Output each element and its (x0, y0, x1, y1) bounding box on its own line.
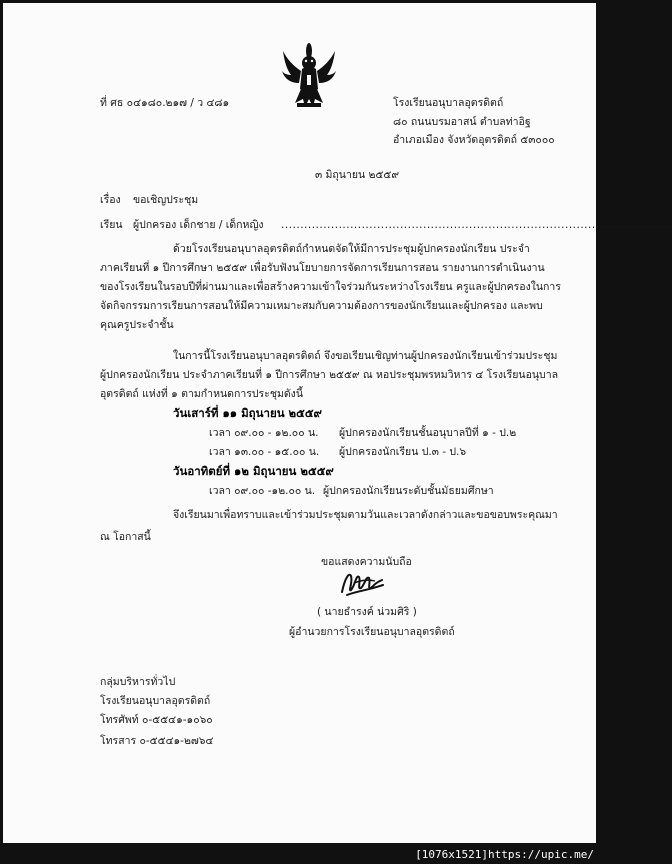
address-line-1: ๘๐ ถนนบรมอาสน์ ตำบลท่าอิฐ (393, 116, 531, 128)
para2-line-2: ผู้ปกครองนักเรียน ประจำภาคเรียนที่ ๑ ปีการศึกษา ๒๕๕๙ ณ หอประชุมพรหมวิหาร ๔ โรงเรียนอนุบาล (100, 369, 559, 381)
subject-text: ขอเชิญประชุม (133, 194, 199, 206)
recipient-text: ผู้ปกครอง เด็กชาย / เด็กหญิง (133, 219, 264, 231)
handwritten-signature (339, 568, 385, 600)
para1-line-3: ของโรงเรียนในรอบปีที่ผ่านมาและเพื่อสร้างความเข้าใจร่วมกันระหว่างโรงเรียน ครูและผู้ปกครองในการ (100, 281, 561, 293)
closing-line-2: ณ โอกาสนี้ (100, 531, 151, 543)
schedule-day-1: วันเสาร์ที่ ๑๑ มิถุนายน ๒๕๕๙ (173, 406, 322, 420)
garuda-emblem-icon (281, 41, 337, 109)
schedule-day-2: วันอาทิตย์ที่ ๑๒ มิถุนายน ๒๕๕๙ (173, 464, 334, 478)
session-group-1: ผู้ปกครองนักเรียนชั้นอนุบาลปีที่ ๑ - ป.๒ (339, 427, 517, 439)
regards: ขอแสดงความนับถือ (321, 556, 412, 568)
signer-name: ( นายธำรงค์ น่วมศิริ ) (317, 606, 417, 618)
session-group-2: ผู้ปกครองนักเรียน ป.๓ - ป.๖ (339, 446, 467, 458)
para2-line-3: อุตรดิตถ์ แห่งที่ ๑ ตามกำหนดการประชุมดังนี้ (100, 388, 303, 400)
contact-phone: โทรศัพท์ ๐-๕๕๔๑-๑๐๖๐ (100, 714, 213, 726)
recipient-dots: ...................................................................................................... (281, 219, 672, 231)
document-number: ที่ ศธ ๐๔๑๘๐.๒๑๗ / ว ๔๘๑ (100, 97, 230, 109)
recipient-label: เรียน (100, 219, 123, 231)
letter-page (3, 3, 672, 843)
para1-line-2: ภาคเรียนที่ ๑ ปีการศึกษา ๒๕๕๙ เพื่อรับฟังนโยบายการจัดการเรียนการสอน รายงานการดำเนินงาน (100, 262, 545, 274)
contact-fax: โทรสาร ๐-๕๕๔๑-๒๗๖๔ (100, 735, 214, 747)
contact-organization: โรงเรียนอนุบาลอุตรดิตถ์ (100, 695, 211, 707)
contact-department: กลุ่มบริหารทั่วไป (100, 676, 176, 688)
session-time-1: เวลา ๐๙.๐๐ - ๑๒.๐๐ น. (209, 427, 319, 439)
para2-line-1: ในการนี้โรงเรียนอนุบาลอุตรดิตถ์ จึงขอเรียนเชิญท่านผู้ปกครองนักเรียนเข้าร่วมประชุม (173, 350, 558, 362)
session-time-3: เวลา ๐๙.๐๐ -๑๒.๐๐ น. (209, 485, 316, 497)
subject-label: เรื่อง (100, 194, 121, 206)
footer-watermark-text: [1076x1521]https://upic.me/ (415, 848, 594, 861)
image-host-footer (0, 843, 600, 864)
signer-title: ผู้อำนวยการโรงเรียนอนุบาลอุตรดิตถ์ (289, 626, 455, 638)
para1-line-4: จัดกิจกรรมการเรียนการสอนให้มีความเหมาะสมกับความต้องการของนักเรียนและผู้ปกครอง และพบ (100, 300, 543, 312)
address-line-2: อำเภอเมือง จังหวัดอุตรดิตถ์ ๕๓๐๐๐ (393, 134, 555, 146)
para1-line-5: คุณครูประจำชั้น (100, 319, 174, 331)
organization-name: โรงเรียนอนุบาลอุตรดิตถ์ (393, 97, 504, 109)
letter-date: ๓ มิถุนายน ๒๕๕๙ (315, 169, 400, 181)
closing-line-1: จึงเรียนมาเพื่อทราบและเข้าร่วมประชุมตามวันและเวลาดังกล่าวและขอขอบพระคุณมา (173, 509, 558, 521)
para1-line-1: ด้วยโรงเรียนอนุบาลอุตรดิตถ์กำหนดจัดให้มีการประชุมผู้ปกครองนักเรียน ประจำ (173, 243, 530, 255)
session-time-2: เวลา ๑๓.๐๐ - ๑๕.๐๐ น. (209, 446, 320, 458)
session-group-3: ผู้ปกครองนักเรียนระดับชั้นมัธยมศึกษา (323, 485, 494, 497)
